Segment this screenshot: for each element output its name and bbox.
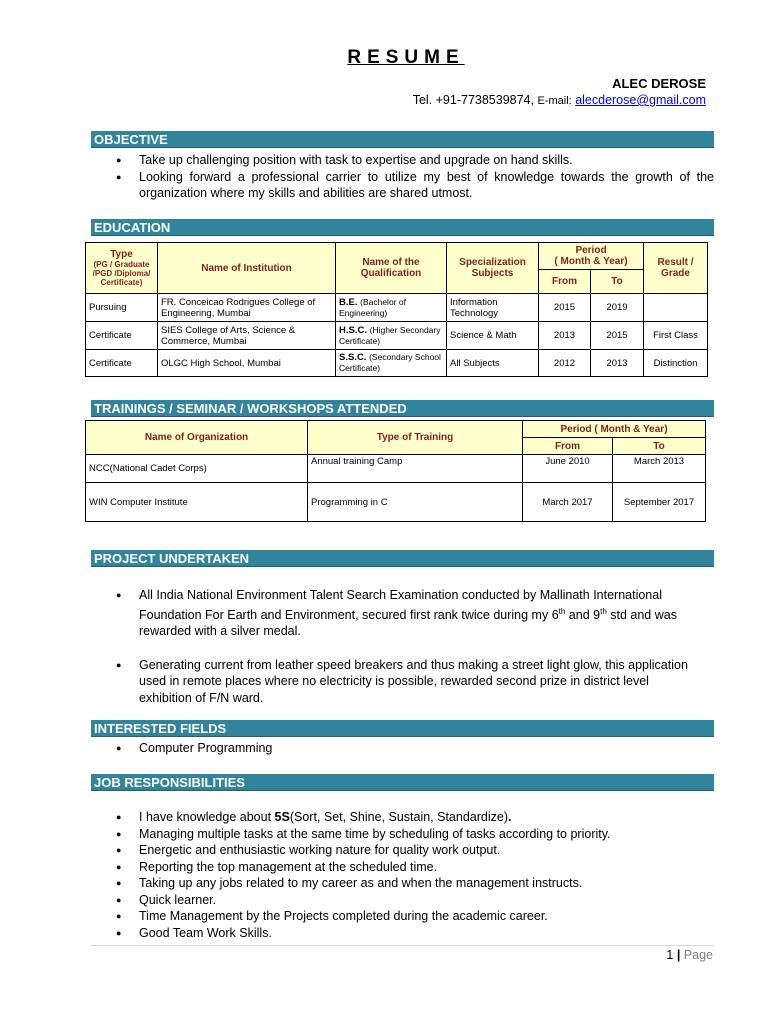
cell-result: Distinction [644,350,708,377]
col-header-qualification: Name of the Qualification [336,243,447,294]
list-item: ● Time Management by the Projects completed during the academic career. [91,908,714,925]
list-item: ● Looking forward a professional carrier to utilize my best of knowledge towards the growth of the organization where my skills and abilities are shared utmost. [91,169,714,202]
superscript: th [558,606,566,616]
list-item: ● Generating current from leather speed breakers and thus making a street light glow, this application used in remote places where no electricity is possible, rewarded second prize in district level exhibition of F/N ward. [91,657,691,707]
email-link[interactable]: alecderose@gmail.com [575,93,706,107]
trainings-heading: TRAININGS / SEMINAR / WORKSHOPS ATTENDED [91,400,714,417]
cell-to: March 2013 [613,455,706,483]
cell-from: March 2017 [523,483,613,522]
project-heading: PROJECT UNDERTAKEN [91,550,714,567]
list-item [91,587,691,640]
col-header-institution: Name of Institution [158,243,336,294]
objective-list [91,152,714,202]
cell-organization: NCC(National Cadet Corps) [86,455,308,483]
table-row [86,294,708,322]
education-table [85,242,708,377]
qual-full: (Secondary School Certificate) [339,352,441,373]
objective-heading: OBJECTIVE [91,131,714,148]
cell-from: 2015 [539,294,591,322]
cell-from: 2013 [539,322,591,350]
contact-line [413,93,706,107]
col-header-from: From [523,438,613,455]
cell-training-type: Programming in C [308,483,523,522]
col-header-training-type: Type of Training [308,421,523,455]
list-item: ● Quick learner. [91,892,714,909]
item-text-bold: . [508,810,512,824]
superscript: th [600,606,607,616]
col-header-period: Period ( Month & Year) [523,421,706,438]
job-heading: JOB RESPONSIBILITIES [91,774,714,791]
tel-number: +91-7738539874, [435,93,534,107]
list-item: ● Good Team Work Skills. [91,925,714,942]
cell-to: 2019 [591,294,644,322]
footer-separator: | [676,948,681,962]
list-item: ● Managing multiple tasks at the same time by scheduling of tasks according to priority. [91,826,714,843]
col-header-period [539,243,644,270]
table-row [86,483,706,522]
item-text: All India National Environment Talent Search Examination conducted by Mallinath International Foundation For Earth and Environment, secured first rank twice during my 6 [139,588,662,622]
col-header-specialization: Specialization Subjects [447,243,539,294]
candidate-name: ALEC DEROSE [612,76,706,91]
header-label: Period [575,245,607,256]
page-number: 1 [666,948,674,962]
cell-qualification [336,350,447,377]
cell-specialization: All Subjects [447,350,539,377]
col-header-type [86,243,158,294]
table-row [86,350,708,377]
cell-to: 2013 [591,350,644,377]
list-item: ● Energetic and enthusiastic working nature for quality work output. [91,842,714,859]
table-row [86,455,706,483]
col-header-to: To [613,438,706,455]
col-header-organization: Name of Organization [86,421,308,455]
item-text: (Sort, Set, Shine, Sustain, Standardize) [289,810,508,824]
item-text: std and was rewarded with a silver medal. [139,607,677,639]
page-footer [666,948,713,962]
list-item: ● Take up challenging position with task to expertise and upgrade on hand skills. [91,152,714,169]
list-item: ● Taking up any jobs related to my career as and when the management instructs. [91,875,714,892]
cell-type: Certificate [86,322,158,350]
list-item [91,809,714,826]
cell-type: Certificate [86,350,158,377]
cell-institution: FR. Conceicao Rodrigues College of Engineering, Mumbai [158,294,336,322]
cell-to: September 2017 [613,483,706,522]
header-sublabel: ( Month & Year) [554,256,628,267]
project-list [91,587,691,706]
item-text-bold: 5S [274,810,290,824]
cell-from: 2012 [539,350,591,377]
cell-qualification [336,322,447,350]
col-header-result: Result / Grade [644,243,708,294]
job-list [91,809,714,941]
tel-label: Tel. [412,93,433,107]
qual-full: (Bachelor of Engineering) [339,296,406,318]
cell-organization: WIN Computer Institute [86,483,308,522]
list-item: ● Computer Programming [91,740,714,757]
interested-heading: INTERESTED FIELDS [91,720,714,737]
col-header-to: To [591,270,644,294]
cell-training-type: Annual training Camp [308,455,523,483]
cell-type: Pursuing [86,294,158,322]
cell-specialization: Information Technology [447,294,539,322]
table-row [86,322,708,350]
qual-abbr: S.S.C. [339,352,367,363]
cell-specialization: Science & Math [447,322,539,350]
interested-list [91,740,714,757]
qual-abbr: H.S.C. [339,324,367,336]
cell-institution: OLGC High School, Mumbai [158,350,336,377]
email-label: E-mail: [537,95,572,107]
cell-to: 2015 [591,322,644,350]
header-label: Type [110,249,133,260]
footer-divider [91,945,714,946]
page-label: Page [683,948,713,962]
qual-full: (Higher Secondary Certificate) [339,324,441,346]
cell-qualification [336,294,447,322]
education-heading: EDUCATION [91,219,714,236]
qual-abbr: B.E. [339,296,358,308]
cell-institution: SIES College of Arts, Science & Commerce, Mumbai [158,322,336,350]
col-header-from: From [539,270,591,294]
item-text: I have knowledge about [139,810,275,824]
header-sublabel: (PG / Graduate /PGD /Diploma/ Certificate) [92,260,151,287]
resume-title: RESUME [347,47,465,68]
cell-result [644,294,708,322]
cell-result: First Class [644,322,708,350]
list-item: ● Reporting the top management at the scheduled time. [91,859,714,876]
cell-from: June 2010 [523,455,613,483]
trainings-table [85,420,706,522]
item-text: and 9 [565,607,601,622]
